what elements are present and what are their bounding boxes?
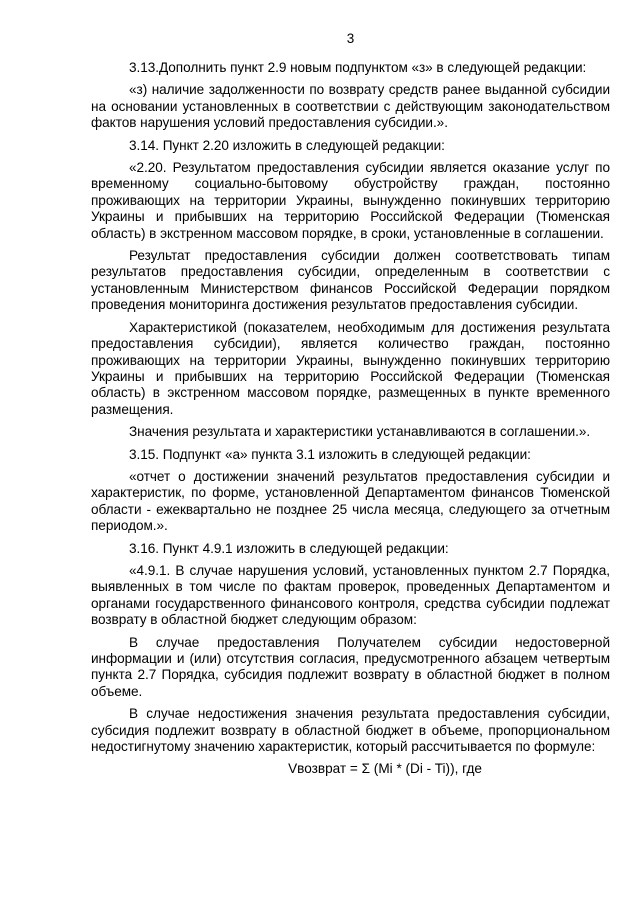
paragraph-false-info: В случае предоставления Получателем субсидии недостоверной информации и (или) отсутствия согласия, предусмотренного абзацем четвертым пункта 2.7 Порядка, субсидия подлежит возврату в областной бюджет в полном объеме. [91,634,610,699]
paragraph-result-type: Результат предоставления субсидии должен соответствовать типам результатов предоставления субсидии, определенным в соответствии с установленным Министерством финансов Российской Федерации порядком проведения мониторинга достижения результатов предоставления субсидии. [91,248,610,313]
paragraph-2-20: «2.20. Результатом предоставления субсидии является оказание услуг по временному социально-бытовому обустройству граждан, постоянно проживающих на территории Украины, вынужденно покинувших территорию Украины и прибывших на территорию Российской Федерации (Тюменская область) в экстренном массовом порядке, в сроки, установленные в соглашении. [91,160,610,241]
paragraph-3-16: 3.16. Пункт 4.9.1 изложить в следующей редакции: [129,540,449,556]
paragraph-4-9-1: «4.9.1. В случае нарушения условий, установленных пунктом 2.7 Порядка, выявленных в том числе по фактам проверок, проведенных Департаментом и органами государственного финансового контроля, средства субсидии подлежат возврату в областной бюджет следующим образом: [91,562,610,628]
paragraph-characteristic: Характеристикой (показателем, необходимым для достижения результата предоставления субсидии), является количество граждан, постоянно проживающих на территории Украины, вынужденно покинувших территорию Украины и прибывших на территорию Российской Федерации (Тюменская область) в экстренном массовом порядке, размещенных в пункте временного размещения. [91,319,610,417]
paragraph-values: Значения результата и характеристики устанавливаются в соглашении.». [129,424,591,440]
page-number: 3 [346,31,355,46]
paragraph-report: «отчет о достижении значений результатов предоставления субсидии и характеристик, по форме, установленной Департаментом финансов Тюменской области - ежеквартально не позднее 25 числа месяца, следующего за отчетным периодом.». [91,468,610,534]
paragraph-subclause-z: «з) наличие задолженности по возврату средств ранее выданной субсидии на основании установленных в соответствии с действующим законодательством фактов нарушения условий предоставления субсидии.». [91,82,610,131]
paragraph-3-15: 3.15. Подпункт «а» пункта 3.1 изложить в следующей редакции: [129,446,531,462]
paragraph-3-13: 3.13.Дополнить пункт 2.9 новым подпунктом «з» в следующей редакции: [129,60,587,75]
paragraph-not-achieved: В случае недостижения значения результата предоставления субсидии, субсидия подлежит возврату в областной бюджет в объеме, пропорциональном недостигнутому значению характеристик, который рассчитывается по формуле: [91,706,610,755]
refund-formula: Vвозврат = Σ (Mi * (Di - Ti)), где [288,761,482,777]
paragraph-3-14: 3.14. Пункт 2.20 изложить в следующей редакции: [129,137,445,153]
